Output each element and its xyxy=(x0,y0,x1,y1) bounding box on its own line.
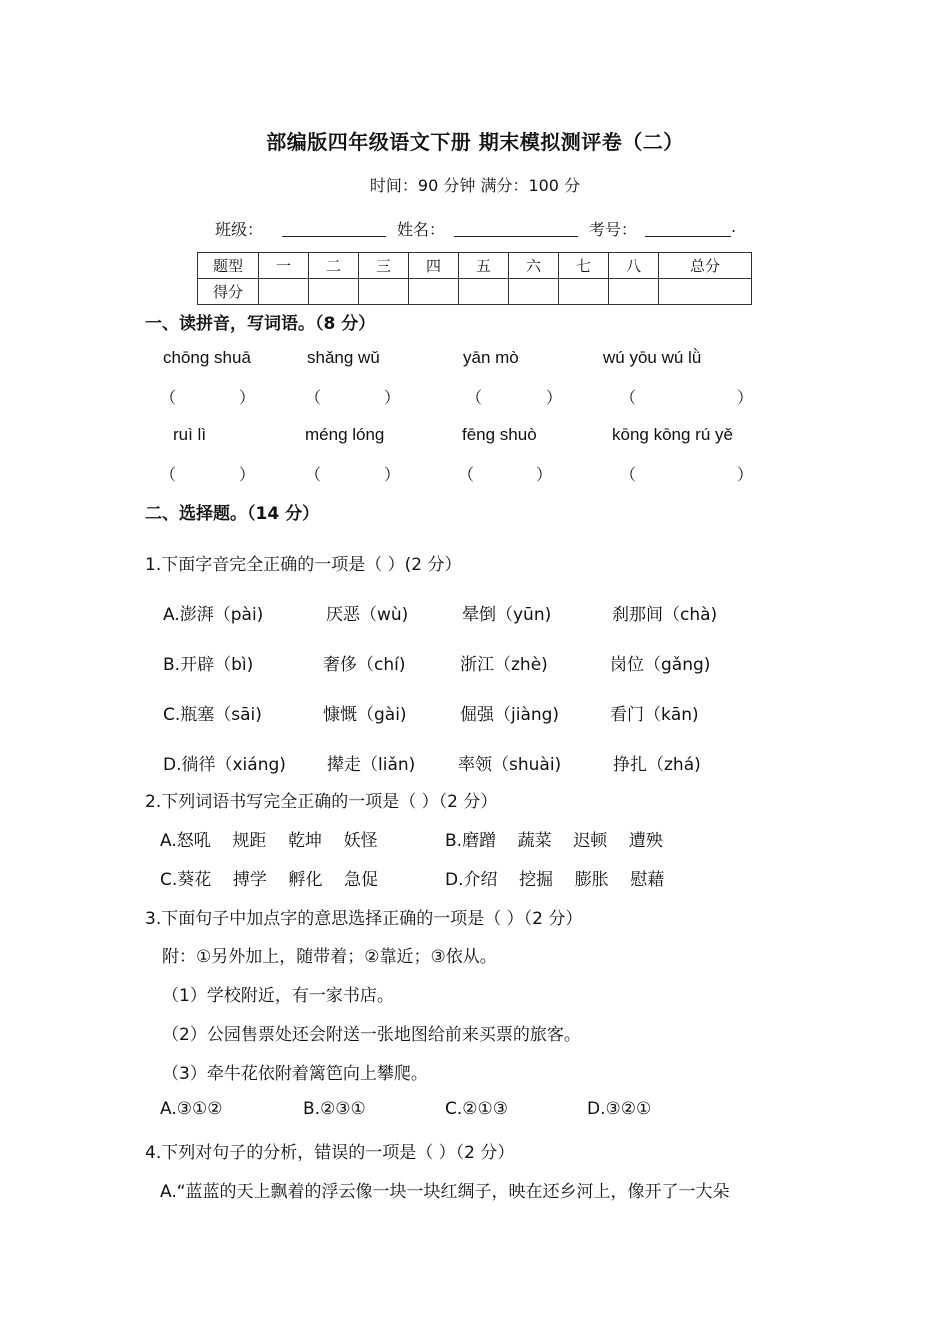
section-1-heading: 一、读拼音，写词语。（8 分） xyxy=(145,314,376,334)
q3-option: A.③①② xyxy=(160,1099,223,1119)
q1-option-d-item: D.徜徉（xiáng) xyxy=(163,755,286,775)
exam-no-end: . xyxy=(731,217,737,236)
q3-sentence-1: （1）学校附近，有一家书店。 xyxy=(162,986,394,1006)
answer-open-paren: （ xyxy=(458,465,475,484)
answer-open-paren: （ xyxy=(160,465,177,484)
answer-close-paren: ） xyxy=(239,388,256,407)
table-cell: 得分 xyxy=(198,279,259,305)
q2-option-b: B.磨蹭 蔬菜 迟顿 遭殃 xyxy=(445,831,663,851)
pinyin-item: wú yōu wú lǜ xyxy=(603,348,702,367)
q2-option-a: A.怒吼 规距 乾坤 妖怪 xyxy=(160,831,378,851)
answer-open-paren: （ xyxy=(620,388,637,407)
q1-option-b-item: 浙江（zhè) xyxy=(460,655,548,675)
q1-option-d-item: 率领（shuài) xyxy=(458,755,562,775)
pinyin-item: shǎng wǔ xyxy=(307,348,380,367)
answer-close-paren: ） xyxy=(536,465,553,484)
score-table-score-row xyxy=(198,279,752,305)
score-input-cell[interactable] xyxy=(509,279,559,305)
q2-option-c: C.葵花 搏学 孵化 急促 xyxy=(160,870,379,890)
exam-time-score: 时间：90 分钟 满分：100 分 xyxy=(369,176,581,195)
q3-sentence-2: （2）公园售票处还会附送一张地图给前来买票的旅客。 xyxy=(162,1025,581,1045)
class-blank xyxy=(282,218,386,237)
pinyin-item: yān mò xyxy=(463,348,519,367)
q1-option-b-item: 奢侈（chí) xyxy=(323,655,406,675)
table-cell: 二 xyxy=(309,253,359,279)
table-cell: 总分 xyxy=(659,253,752,279)
table-cell: 题型 xyxy=(198,253,259,279)
table-cell: 八 xyxy=(609,253,659,279)
exam-no-label: 考号： xyxy=(589,220,638,239)
q1-option-d-item: 撵走（liǎn) xyxy=(327,755,416,775)
answer-close-paren: ） xyxy=(384,388,401,407)
table-cell: 三 xyxy=(359,253,409,279)
q1-option-c-item: C.瓶塞（sāi) xyxy=(163,705,262,725)
q1-option-c-item: 倔强（jiàng) xyxy=(460,705,560,725)
page-title: 部编版四年级语文下册 期末模拟测评卷（二） xyxy=(266,130,684,154)
q3-option: D.③②① xyxy=(587,1099,652,1119)
score-input-cell[interactable] xyxy=(309,279,359,305)
table-cell: 四 xyxy=(409,253,459,279)
exam-no-blank xyxy=(645,218,731,237)
answer-close-paren: ） xyxy=(384,465,401,484)
score-input-cell[interactable] xyxy=(409,279,459,305)
question-2-stem: 2.下列词语书写完全正确的一项是（ ）（2 分） xyxy=(145,792,498,812)
answer-open-paren: （ xyxy=(466,388,483,407)
name-blank xyxy=(454,218,578,237)
score-input-cell[interactable] xyxy=(459,279,509,305)
score-input-cell[interactable] xyxy=(559,279,609,305)
answer-open-paren: （ xyxy=(305,465,322,484)
q1-option-d-item: 挣扎（zhá) xyxy=(613,755,701,775)
pinyin-item: chōng shuā xyxy=(163,348,251,367)
table-cell: 五 xyxy=(459,253,509,279)
answer-close-paren: ） xyxy=(239,465,256,484)
q1-option-a-item: A.澎湃（pài) xyxy=(163,605,264,625)
score-input-cell[interactable] xyxy=(659,279,752,305)
q1-option-b-item: 岗位（gǎng) xyxy=(610,655,711,675)
q4-option-a: A.“蓝蓝的天上飘着的浮云像一块一块红绸子，映在还乡河上，像开了一大朵 xyxy=(160,1182,730,1202)
name-label: 姓名： xyxy=(397,220,446,239)
q1-option-a-item: 刹那间（chà) xyxy=(612,605,718,625)
table-cell: 七 xyxy=(559,253,609,279)
q3-option: B.②③① xyxy=(303,1099,366,1119)
section-2-heading: 二、选择题。（14 分） xyxy=(145,504,320,524)
score-table xyxy=(197,252,752,305)
score-input-cell[interactable] xyxy=(359,279,409,305)
pinyin-item: ruì lì xyxy=(173,425,207,444)
q1-option-b-item: B.开辟（bì) xyxy=(163,655,254,675)
score-input-cell[interactable] xyxy=(259,279,309,305)
q3-sentence-3: （3）牵牛花依附着篱笆向上攀爬。 xyxy=(162,1064,428,1084)
q1-option-c-item: 看门（kān) xyxy=(610,705,699,725)
pinyin-item: fēng shuò xyxy=(462,425,537,444)
class-label: 班级： xyxy=(215,220,264,239)
q1-option-c-item: 慷慨（gài) xyxy=(323,705,407,725)
question-1-stem: 1.下面字音完全正确的一项是（ ）(2 分） xyxy=(145,555,462,575)
table-cell: 一 xyxy=(259,253,309,279)
answer-close-paren: ） xyxy=(737,465,754,484)
score-input-cell[interactable] xyxy=(609,279,659,305)
answer-open-paren: （ xyxy=(305,388,322,407)
question-3-stem: 3.下面句子中加点字的意思选择正确的一项是（ ）（2 分） xyxy=(145,909,583,929)
answer-close-paren: ） xyxy=(737,388,754,407)
pinyin-item: kōng kōng rú yě xyxy=(612,425,733,444)
table-cell: 六 xyxy=(509,253,559,279)
answer-open-paren: （ xyxy=(620,465,637,484)
question-4-stem: 4.下列对句子的分析，错误的一项是（ ）（2 分） xyxy=(145,1143,515,1163)
q3-note: 附：①另外加上，随带着；②靠近；③依从。 xyxy=(162,947,497,967)
q1-option-a-item: 晕倒（yūn) xyxy=(462,605,552,625)
answer-close-paren: ） xyxy=(546,388,563,407)
score-table-header-row xyxy=(198,253,752,279)
answer-open-paren: （ xyxy=(160,388,177,407)
pinyin-item: méng lóng xyxy=(305,425,385,444)
q1-option-a-item: 厌恶（wù) xyxy=(326,605,409,625)
q2-option-d: D.介绍 挖掘 膨胀 慰藉 xyxy=(445,870,665,890)
q3-option: C.②①③ xyxy=(445,1099,508,1119)
